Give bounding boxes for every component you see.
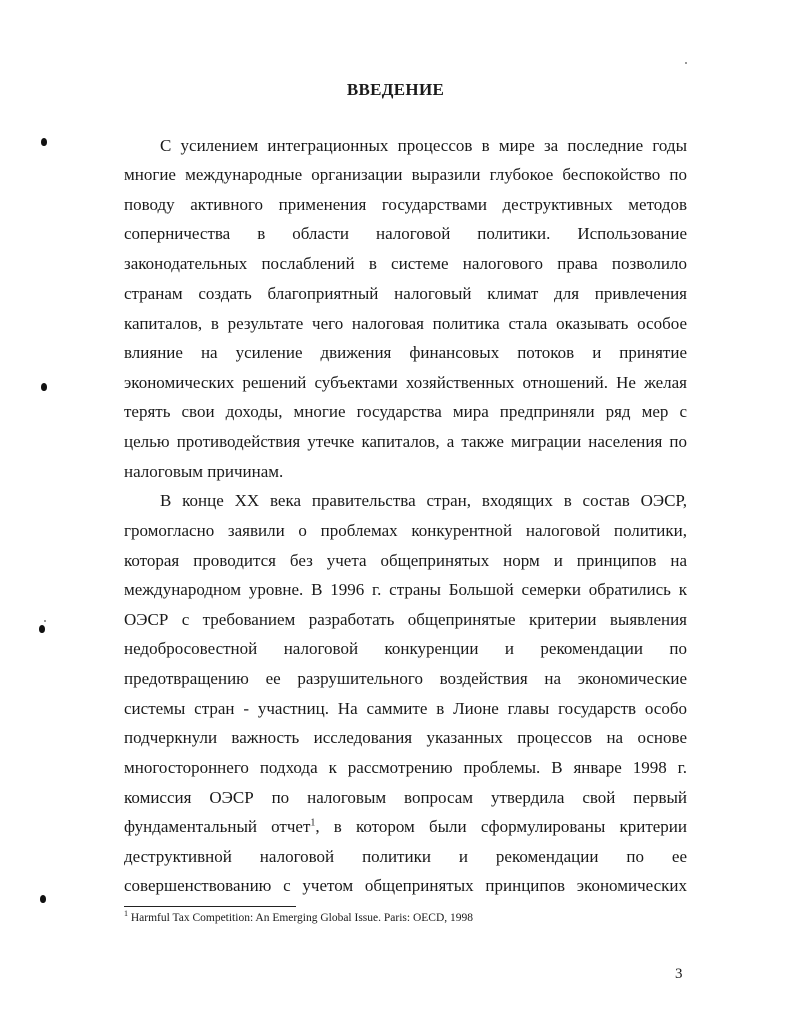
footnote-text: Harmful Tax Competition: An Emerging Global Issue. Paris: OECD, 1998: [130, 912, 474, 924]
scan-speck: [44, 620, 46, 622]
text-line-start: фундаментальный отчет: [124, 817, 311, 836]
punch-hole-mark-2: [41, 383, 47, 391]
text-line: которая проводится без учета общепринятых норм и принципов на: [124, 551, 687, 570]
text-line: комиссия ОЭСР по налоговым вопросам утвердила свой первый: [124, 788, 687, 807]
text-line: ОЭСР с требованием разработать общепринятые критерии выявления: [124, 610, 687, 629]
text-line: экономических решений субъектами хозяйственных отношений. Не желая: [124, 373, 687, 392]
text-line: многостороннего подхода к рассмотрению проблемы. В январе 1998 г.: [124, 758, 687, 777]
text-line: законодательных послаблений в системе налогового права позволило: [124, 254, 687, 273]
text-line: странам создать благоприятный налоговый климат для привлечения: [124, 284, 687, 303]
text-line: поводу активного применения государствами деструктивных методов: [124, 195, 687, 214]
punch-hole-mark-4: [40, 895, 46, 903]
text-line: влияние на усиление движения финансовых потоков и принятие: [124, 343, 687, 362]
text-line-end: , в котором были сформулированы критерии: [315, 817, 687, 836]
text-line: многие международные организации выразили глубокое беспокойство по: [124, 165, 687, 184]
footnote-marker: 1: [124, 909, 128, 919]
footnote: [124, 911, 473, 925]
text-line: предотвращению ее разрушительного воздействия на экономические: [124, 669, 687, 688]
text-line: международном уровне. В 1996 г. страны Большой семерки обратились к: [124, 580, 687, 599]
page-number: 3: [675, 966, 683, 982]
text-line: деструктивной налоговой политики и рекомендации по ее: [124, 847, 687, 866]
section-heading: ВВЕДЕНИЕ: [346, 80, 445, 99]
text-line: громогласно заявили о проблемах конкурентной налоговой политики,: [124, 521, 687, 540]
text-line: недобросовестной налоговой конкуренции и рекомендации по: [124, 639, 687, 658]
punch-hole-mark-3: [39, 625, 45, 633]
footnote-divider: [124, 906, 296, 907]
text-line: подчеркнули важность исследования указанных процессов на основе: [124, 728, 687, 747]
text-line-with-footnote: [124, 816, 687, 838]
scan-speck: [685, 62, 687, 64]
text-line: В конце XX века правительства стран, входящих в состав ОЭСР,: [160, 491, 687, 510]
text-line: терять свои доходы, многие государства мира предприняли ряд мер с: [124, 402, 687, 421]
text-line: системы стран - участниц. На саммите в Лионе главы государств особо: [124, 699, 687, 718]
punch-hole-mark-1: [41, 138, 47, 146]
text-line: соперничества в области налоговой политики. Использование: [124, 224, 687, 243]
text-line: С усилением интеграционных процессов в мире за последние годы: [160, 136, 687, 155]
text-line: капиталов, в результате чего налоговая политика стала оказывать особое: [124, 314, 687, 333]
text-line: совершенствованию с учетом общепринятых принципов экономических: [124, 876, 687, 895]
footnote-reference[interactable]: 1: [310, 817, 316, 829]
text-line: налоговым причинам.: [124, 462, 284, 481]
text-line: целью противодействия утечке капиталов, а также миграции населения по: [124, 432, 687, 451]
